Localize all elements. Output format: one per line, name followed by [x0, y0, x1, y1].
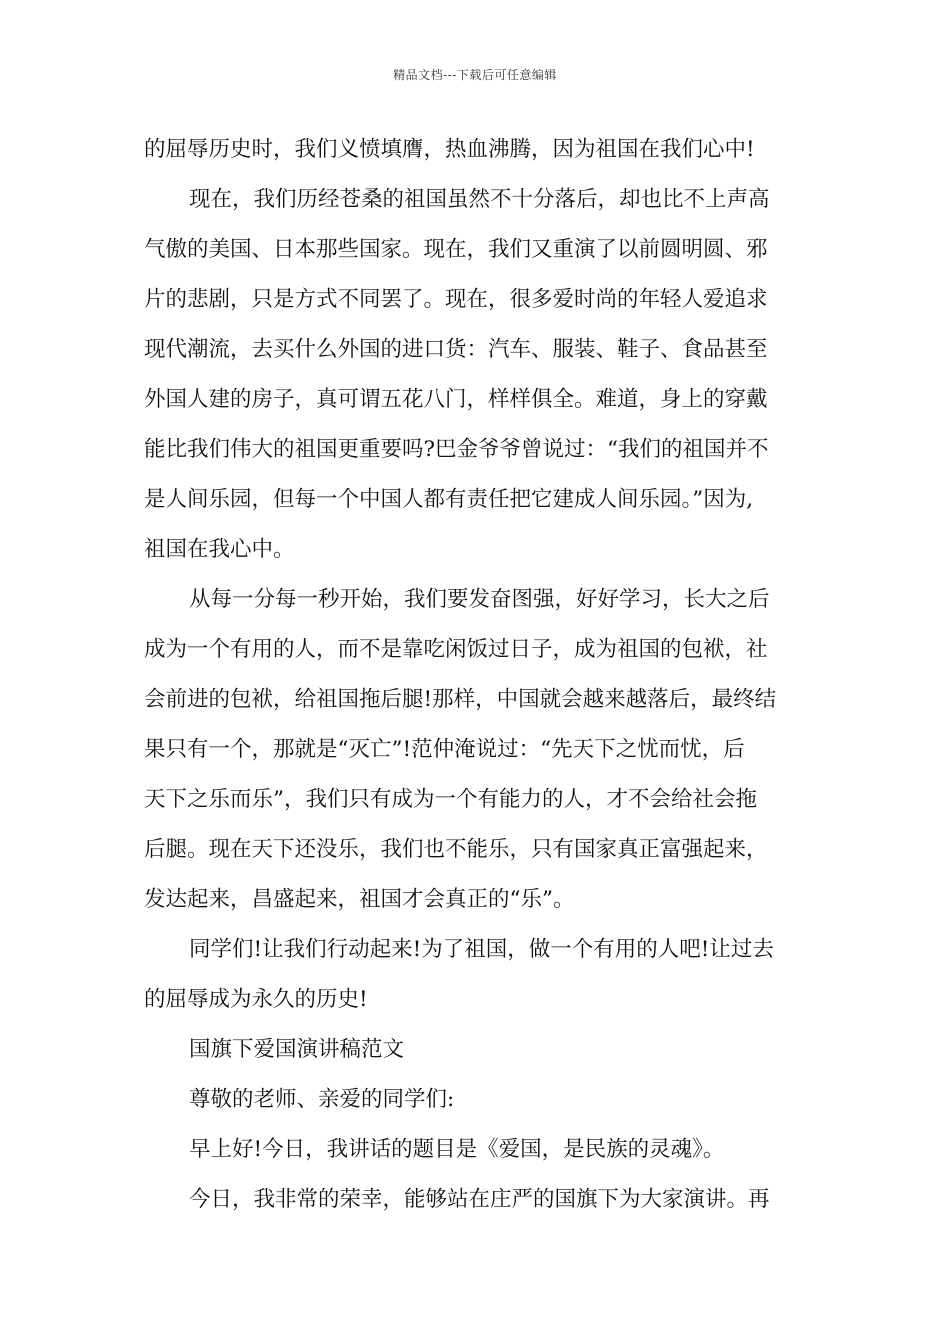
text-line: 后腿。现在天下还没乐，我们也不能乐，只有国家真正富强起来， [144, 837, 768, 862]
text-line: 从每一分每一秒开始，我们要发奋图强，好好学习，长大之后 [189, 587, 770, 612]
text-line: 片的悲剧，只是方式不同罢了。现在，很多爱时尚的年轻人爱追求 [144, 287, 768, 312]
page-header: 精品文档---下载后可任意编辑 [393, 68, 557, 82]
text-line: 同学们!让我们行动起来!为了祖国，做一个有用的人吧!让过去 [189, 937, 774, 962]
text-line: 天下之乐而乐”，我们只有成为一个有能力的人，才不会给社会拖 [144, 787, 757, 812]
text-line: 外国人建的房子，真可谓五花八门，样样俱全。难道，身上的穿戴 [144, 387, 768, 412]
text-line: 是人间乐园，但每一个中国人都有责任把它建成人间乐园。”因为, [144, 487, 754, 512]
text-line: 国旗下爱国演讲稿范文 [189, 1037, 405, 1062]
text-line: 发达起来，昌盛起来，祖国才会真正的“乐”。 [144, 887, 575, 912]
text-line: 果只有一个，那就是“灭亡”!范仲淹说过：“先天下之忧而忧，后 [144, 737, 745, 762]
text-line: 成为一个有用的人，而不是靠吃闲饭过日子，成为祖国的包袱，社 [144, 637, 768, 662]
text-line: 的屈辱成为永久的历史! [144, 987, 368, 1012]
text-line: 今日，我非常的荣幸，能够站在庄严的国旗下为大家演讲。再 [189, 1187, 770, 1212]
text-line: 现在，我们历经苍桑的祖国虽然不十分落后，却也比不上声高 [189, 187, 770, 212]
text-line: 早上好!今日，我讲话的题目是《爱国，是民族的灵魂》。 [189, 1137, 725, 1162]
text-line: 气傲的美国、日本那些国家。现在，我们又重演了以前圆明圆、邪 [144, 237, 768, 262]
document-body [144, 125, 834, 1225]
text-line: 能比我们伟大的祖国更重要吗?巴金爷爷曾说过：“我们的祖国并不 [144, 437, 769, 462]
text-line: 祖国在我心中。 [144, 537, 295, 562]
text-line: 会前进的包袱，给祖国拖后腿!那样，中国就会越来越落后，最终结 [144, 687, 777, 712]
text-line: 现代潮流，去买什么外国的进口货：汽车、服装、鞋子、食品甚至 [144, 337, 768, 362]
text-line: 的屈辱历史时，我们义愤填膺，热血沸腾，因为祖国在我们心中! [144, 137, 755, 162]
text-line: 尊敬的老师、亲爱的同学们: [189, 1087, 455, 1112]
